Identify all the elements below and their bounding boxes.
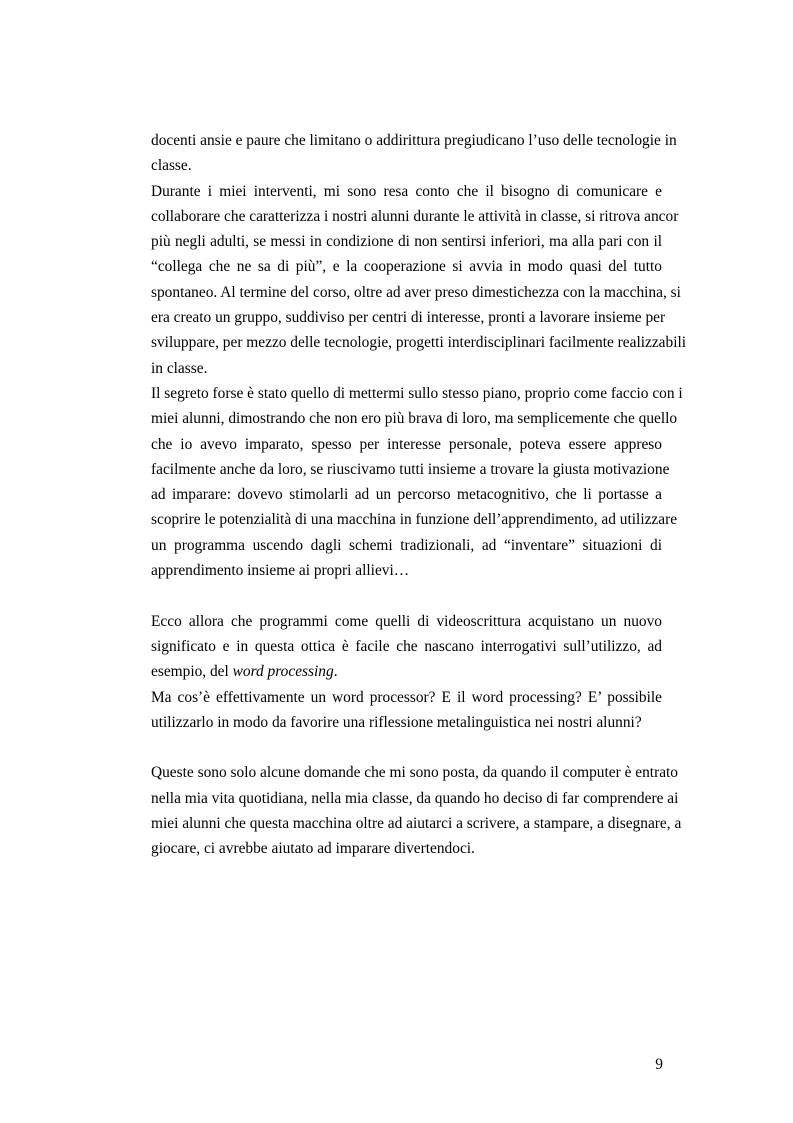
text-segment: esempio, del <box>151 663 233 681</box>
page-number: 9 <box>655 1056 663 1073</box>
body-text <box>151 128 687 862</box>
text-line: significato e in questa ottica è facile che nascano interrogativi sull’utilizzo, ad <box>151 637 662 655</box>
text-line: che io avevo imparato, spesso per interesse personale, poteva essere appreso <box>151 435 662 453</box>
text-line: scoprire le potenzialità di una macchina in funzione dell’apprendimento, ad utilizzare <box>151 511 678 529</box>
text-line: Ecco allora che programmi come quelli di videoscrittura acquistano un nuovo <box>151 612 662 630</box>
text-line: apprendimento insieme ai propri allievi… <box>151 562 410 580</box>
text-line: miei alunni che questa macchina oltre ad aiutarci a scrivere, a stampare, a disegnare, a <box>151 815 682 833</box>
text-line: utilizzarlo in modo da favorire una riflessione metalinguistica nei nostri alunni? <box>151 713 642 731</box>
text-line: Ma cos’è effettivamente un word processor? E il word processing? E’ possibile <box>151 688 662 706</box>
text-line: era creato un gruppo, suddiviso per centri di interesse, pronti a lavorare insieme per <box>151 309 666 327</box>
text-line: giocare, ci avrebbe aiutato ad imparare divertendoci. <box>151 840 475 858</box>
text-line <box>151 659 662 684</box>
text-line: collaborare che caratterizza i nostri alunni durante le attività in classe, si ritrova ancor <box>151 207 679 225</box>
text-line: facilmente anche da loro, se riuscivamo tutti insieme a trovare la giusta motivazione <box>151 460 670 478</box>
text-line: un programma uscendo dagli schemi tradizionali, ad “inventare” situazioni di <box>151 536 662 554</box>
text-line: Queste sono solo alcune domande che mi sono posta, da quando il computer è entrato <box>151 764 678 782</box>
text-line: ad imparare: dovevo stimolarli ad un percorso metacognitivo, che li portasse a <box>151 486 662 504</box>
text-segment: . <box>333 663 338 681</box>
text-line: classe. <box>151 157 192 175</box>
text-line: sviluppare, per mezzo delle tecnologie, progetti interdisciplinari facilmente realizzabili <box>151 334 687 352</box>
paragraph-gap <box>151 735 662 760</box>
emphasized-term: word processing <box>232 663 334 681</box>
text-line: più negli adulti, se messi in condizione di non sentirsi inferiori, ma alla pari con il <box>151 233 662 251</box>
text-line: Durante i miei interventi, mi sono resa conto che il bisogno di comunicare e <box>151 182 662 200</box>
text-line: “collega che ne sa di più”, e la cooperazione si avvia in modo quasi del tutto <box>151 258 662 276</box>
text-line: nella mia vita quotidiana, nella mia classe, da quando ho deciso di far comprendere ai <box>151 789 679 807</box>
text-line: in classe. <box>151 359 208 377</box>
text-line: docenti ansie e paure che limitano o addirittura pregiudicano l’uso delle tecnologie in <box>151 132 677 149</box>
text-line: miei alunni, dimostrando che non ero più brava di loro, ma semplicemente che quello <box>151 410 678 428</box>
text-line: Il segreto forse è stato quello di mettermi sullo stesso piano, proprio come faccio con i <box>151 384 683 402</box>
paragraph-gap <box>151 583 662 608</box>
text-line: spontaneo. Al termine del corso, oltre ad aver preso dimestichezza con la macchina, si <box>151 283 681 301</box>
